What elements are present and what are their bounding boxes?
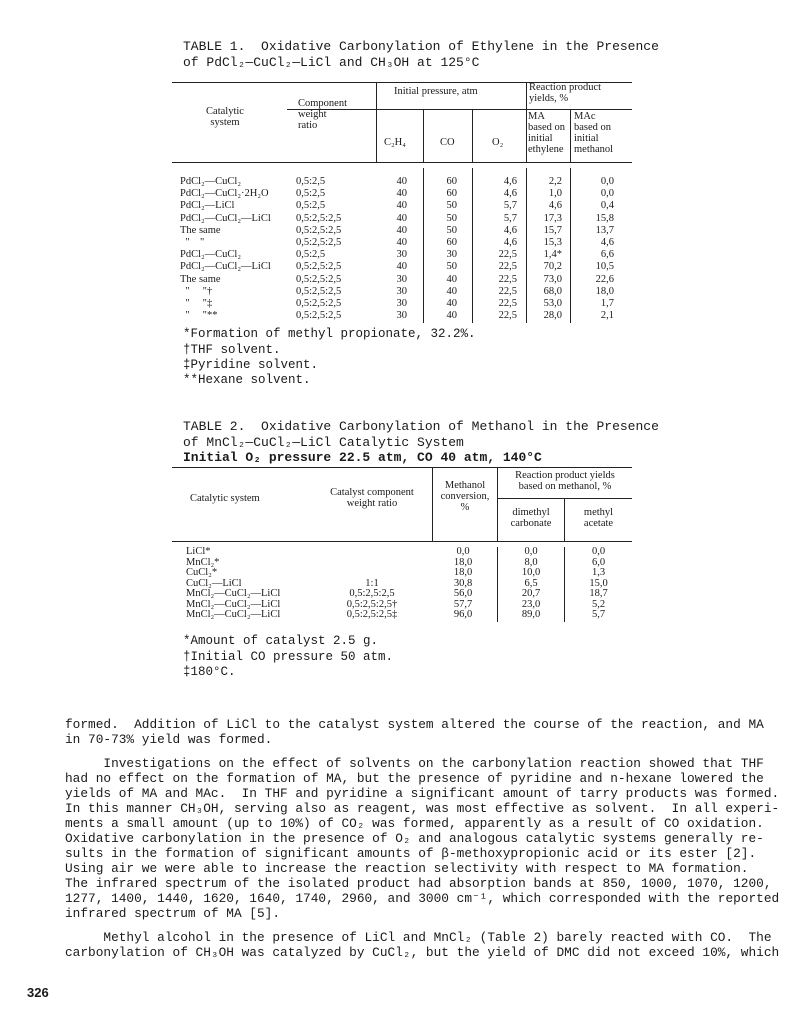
- t1-header-ma: MA based on initial ethylene: [528, 111, 566, 155]
- t1-cell-c2h4: 40: [396, 176, 407, 187]
- t1-cell-co: 40: [446, 310, 457, 322]
- t1-cell-system: " "**: [180, 310, 218, 322]
- t2-column-ratio: [317, 547, 427, 621]
- t1-cell-o2: 22,5: [498, 249, 517, 261]
- t1-cell-ratio: 0,5:2,5: [296, 200, 326, 212]
- t1-header-component-ratio: Component weight ratio: [298, 98, 347, 131]
- t1-cell-co: 40: [446, 297, 457, 309]
- t1-cell-ma: 70,2: [543, 261, 562, 273]
- t1-cell-mac: 0,0: [600, 176, 614, 187]
- t2-column-dmc: [498, 547, 564, 621]
- t2-cell-conversion: 30,8: [453, 577, 473, 589]
- body-paragraph-2: [65, 756, 779, 921]
- t2-cell-methyl-acetate: 5,2: [591, 598, 606, 610]
- t2-note-0: *Amount of catalyst 2.5 g.: [183, 634, 379, 648]
- t1-cell-ratio: 0,5:2,5:2,5: [296, 310, 342, 322]
- t1-cell-mac: 2,1: [600, 310, 614, 322]
- table2: [172, 467, 632, 622]
- t2-cell-methyl-acetate: 0,0: [591, 546, 606, 557]
- table2-caption-line1: TABLE 2. Oxidative Carbonylation of Methanol in the Presence: [183, 419, 659, 434]
- t2-note-2: ‡180°C.: [183, 665, 236, 679]
- t2-cell-dmc: 8,0: [524, 556, 538, 568]
- t1-cell-c2h4: 30: [396, 273, 407, 285]
- t1-cell-co: 50: [446, 212, 457, 224]
- t1-cell-mac: 0,4: [600, 200, 614, 212]
- body-paragraph-1: [65, 717, 764, 747]
- t1-cell-system: PdCl₂—LiCl: [180, 200, 235, 212]
- page-number: 326: [27, 985, 49, 1000]
- table1-caption-line1: TABLE 1. Oxidative Carbonylation of Ethylene in the Presence: [183, 39, 659, 54]
- table2-caption-line3: Initial O₂ pressure 22.5 atm, CO 40 atm, 140°C: [183, 450, 542, 465]
- t2-cell-conversion: 96,0: [453, 609, 473, 620]
- t1-header-product-yields: Reaction product yields, %: [529, 82, 602, 104]
- t1-cell-system: The same: [180, 224, 221, 236]
- t1-column-system: [180, 176, 271, 322]
- t1-cell-o2: 22,5: [498, 273, 517, 285]
- t2-cell-methyl-acetate: 18,7: [589, 588, 608, 599]
- t1-column-c2h4: [377, 176, 407, 322]
- t1-cell-ma: 53,0: [543, 297, 562, 309]
- text-line: carbonylation of CH₃OH was catalyzed by CuCl₂, but the yield of DMC did not exceed 10%, which: [65, 945, 780, 960]
- t1-cell-mac: 0,0: [600, 188, 614, 200]
- t2-note-1: †Initial CO pressure 50 atm.: [183, 650, 394, 664]
- t2-cell-methyl-acetate: 6,0: [591, 556, 606, 568]
- t1-cell-ma: 73,0: [543, 273, 562, 285]
- t2-header-catalyst-component: Catalyst component weight ratio: [330, 487, 414, 509]
- t2-cell-system: CuCl₂—LiCl: [186, 577, 242, 589]
- t1-cell-ratio: 0,5:2,5:2,5: [296, 261, 342, 273]
- t1-cell-mac: 1,7: [600, 297, 614, 309]
- t2-cell-conversion: 56,0: [453, 588, 473, 599]
- t2-header-catalytic-system: Catalytic system: [190, 493, 260, 504]
- text-line: In this manner CH₃OH, serving also as reagent, was most effective as solvent. In all experi-: [65, 801, 780, 816]
- text-line: sults in the formation of significant amounts of β-methoxypropionic acid or its ester [2].: [65, 846, 757, 861]
- t1-cell-ratio: 0,5:2,5: [296, 176, 326, 187]
- t2-column-system: [186, 547, 280, 621]
- t2-header-methanol-conversion: Methanol conversion, %: [440, 480, 490, 513]
- t2-column-methyl-acetate: [565, 547, 632, 621]
- t1-header-initial-pressure: Initial pressure, atm: [394, 86, 478, 97]
- t1-cell-ma: 4,6: [548, 200, 562, 212]
- t1-cell-o2: 22,5: [498, 297, 517, 309]
- text-line: Investigations on the effect of solvents on the carbonylation reaction showed that THF: [65, 756, 764, 771]
- t1-cell-co: 60: [446, 176, 457, 187]
- text-line: had no effect on the formation of MA, but the presence of pyridine and n-hexane lowered the: [65, 771, 764, 786]
- t1-cell-ratio: 0,5:2,5:2,5: [296, 297, 342, 309]
- t1-cell-co: 50: [446, 200, 457, 212]
- t2-header-product-yields: Reaction product yields based on methanol, %: [515, 470, 615, 492]
- t2-cell-dmc: 89,0: [521, 609, 541, 620]
- t2-cell-dmc: 23,0: [521, 598, 541, 610]
- t1-cell-o2: 22,5: [498, 261, 517, 273]
- t1-cell-o2: 5,7: [503, 200, 517, 212]
- t2-column-conversion: [434, 547, 492, 621]
- t1-note-3: **Hexane solvent.: [183, 373, 311, 387]
- t1-column-ratio: [296, 176, 341, 322]
- t1-header-mac: MAc based on initial methanol: [574, 111, 614, 155]
- t1-cell-system: PdCl₂—CuCl₂—LiCl: [180, 212, 271, 224]
- t1-cell-ma: 15,7: [543, 224, 562, 236]
- t1-cell-c2h4: 40: [396, 224, 407, 236]
- text-line: 1277, 1400, 1440, 1620, 1640, 1740, 2960, and 3000 cm⁻¹, which corresponded with the reported: [65, 891, 780, 906]
- t1-cell-o2: 4,6: [503, 236, 517, 248]
- t2-cell-methyl-acetate: 5,7: [591, 609, 606, 620]
- t1-cell-system: PdCl₂—CuCl₂·2H₂O: [180, 188, 269, 200]
- t2-cell-ratio: 0,5:2,5:2,5‡: [346, 609, 398, 620]
- t1-header-o2: O₂: [492, 137, 504, 148]
- table1-caption-line2: of PdCl₂—CuCl₂—LiCl and CH₃OH at 125°C: [183, 55, 480, 70]
- t1-cell-mac: 15,8: [595, 212, 614, 224]
- t2-cell-system: MnCl₂—CuCl₂—LiCl: [186, 609, 281, 620]
- t1-cell-co: 60: [446, 236, 457, 248]
- t1-cell-ma: 17,3: [543, 212, 562, 224]
- body-paragraph-3: [65, 930, 779, 960]
- t1-cell-co: 30: [446, 249, 457, 261]
- text-line: The infrared spectrum of the isolated product had absorption bands at 850, 1000, 1070, 1200,: [65, 876, 772, 891]
- t1-cell-c2h4: 30: [396, 310, 407, 322]
- text-line: Using air we were able to increase the reaction selectivity with respect to MA formation.: [65, 861, 749, 876]
- t1-cell-mac: 18,0: [595, 285, 614, 297]
- t1-cell-o2: 4,6: [503, 188, 517, 200]
- t1-cell-mac: 10,5: [595, 261, 614, 273]
- t2-header-methyl-acetate: methyl acetate: [583, 507, 614, 529]
- t1-column-mac: [572, 176, 614, 322]
- t2-cell-dmc: 0,0: [524, 546, 538, 557]
- t1-cell-c2h4: 40: [396, 212, 407, 224]
- t2-cell-ratio: [317, 568, 427, 579]
- text-line: Oxidative carbonylation in the presence of O₂ and analogous catalytic systems generally re-: [65, 831, 764, 846]
- t1-cell-ratio: 0,5:2,5:2,5: [296, 236, 342, 248]
- t1-cell-ma: 1,0: [548, 188, 562, 200]
- t1-cell-ma: 28,0: [543, 310, 562, 322]
- t1-cell-system: PdCl₂—CuCl₂—LiCl: [180, 261, 271, 273]
- t2-cell-dmc: 20,7: [521, 588, 541, 599]
- t1-cell-co: 40: [446, 285, 457, 297]
- t1-cell-system: " ": [180, 236, 205, 248]
- t1-cell-mac: 6,6: [600, 249, 614, 261]
- t2-cell-methyl-acetate: 15,0: [589, 577, 608, 589]
- t1-column-co: [427, 176, 457, 322]
- t1-cell-c2h4: 40: [396, 200, 407, 212]
- t1-note-1: †THF solvent.: [183, 343, 281, 357]
- t1-cell-ratio: 0,5:2,5:2,5: [296, 212, 342, 224]
- t1-cell-c2h4: 40: [396, 261, 407, 273]
- t2-cell-dmc: 6,5: [524, 577, 538, 589]
- t1-cell-mac: 13,7: [595, 224, 614, 236]
- t2-cell-ratio: 0,5:2,5:2,5†: [346, 598, 398, 610]
- text-line: ments a small amount (up to 10%) of CO₂ was formed, apparently as a result of CO oxidation.: [65, 816, 764, 831]
- t2-cell-system: MnCl₂*: [186, 556, 220, 568]
- text-line: infrared spectrum of MA [5].: [65, 906, 281, 921]
- t2-cell-ratio: 1:1: [365, 577, 379, 589]
- t1-note-0: *Formation of methyl propionate, 32.2%.: [183, 327, 476, 341]
- t2-cell-conversion: 0,0: [456, 546, 470, 557]
- t1-header-catalytic-system: Catalytic system: [206, 106, 244, 128]
- t2-cell-system: LiCl*: [186, 546, 211, 557]
- t1-cell-ratio: 0,5:2,5:2,5: [296, 285, 342, 297]
- t2-header-dmc: dimethyl carbonate: [510, 507, 552, 529]
- t1-cell-c2h4: 30: [396, 285, 407, 297]
- t1-cell-ma: 2,2: [548, 176, 562, 187]
- t1-cell-system: The same: [180, 273, 221, 285]
- t1-column-o2: [477, 176, 517, 322]
- t1-cell-c2h4: 40: [396, 236, 407, 248]
- table1: [172, 82, 632, 337]
- text-line: in 70-73% yield was formed.: [65, 732, 273, 747]
- t1-cell-ratio: 0,5:2,5: [296, 249, 326, 261]
- t1-cell-ma: 15,3: [543, 236, 562, 248]
- t2-cell-system: CuCl₂*: [186, 567, 218, 578]
- t1-cell-o2: 22,5: [498, 310, 517, 322]
- t1-header-co: CO: [440, 137, 455, 148]
- t2-cell-conversion: 18,0: [453, 556, 473, 568]
- text-line: yields of MA and MAc. In THF and pyridine a significant amount of tarry products was formed.: [65, 786, 780, 801]
- t1-cell-ma: 1,4*: [543, 249, 562, 261]
- t1-cell-mac: 4,6: [600, 236, 614, 248]
- t2-cell-conversion: 57,7: [453, 598, 473, 610]
- t1-note-2: ‡Pyridine solvent.: [183, 358, 319, 372]
- t1-cell-o2: 4,6: [503, 224, 517, 236]
- t2-cell-system: MnCl₂—CuCl₂—LiCl: [186, 598, 281, 610]
- t1-cell-o2: 22,5: [498, 285, 517, 297]
- t1-cell-co: 50: [446, 224, 457, 236]
- t1-cell-o2: 5,7: [503, 212, 517, 224]
- t2-cell-methyl-acetate: 1,3: [591, 567, 606, 578]
- t1-cell-mac: 22,6: [595, 273, 614, 285]
- t2-cell-ratio: [317, 547, 427, 558]
- t2-cell-system: MnCl₂—CuCl₂—LiCl: [186, 588, 281, 599]
- t1-cell-system: " "†: [180, 285, 213, 297]
- t1-cell-ratio: 0,5:2,5:2,5: [296, 273, 342, 285]
- text-line: Methyl alcohol in the presence of LiCl and MnCl₂ (Table 2) barely reacted with CO. The: [65, 930, 772, 945]
- t1-cell-ratio: 0,5:2,5: [296, 188, 326, 200]
- text-line: formed. Addition of LiCl to the catalyst system altered the course of the reaction, and MA: [65, 717, 764, 732]
- t2-cell-dmc: 10,0: [521, 567, 541, 578]
- t1-cell-c2h4: 30: [396, 249, 407, 261]
- t1-cell-co: 50: [446, 261, 457, 273]
- table2-caption-line2: of MnCl₂—CuCl₂—LiCl Catalytic System: [183, 435, 464, 450]
- t1-cell-c2h4: 30: [396, 297, 407, 309]
- t1-cell-co: 60: [446, 188, 457, 200]
- t1-cell-ma: 68,0: [543, 285, 562, 297]
- t1-header-c2h4: C₂H₄: [384, 137, 406, 148]
- t1-cell-system: PdCl₂—CuCl₂: [180, 249, 242, 261]
- t2-cell-ratio: [317, 558, 427, 569]
- t2-cell-conversion: 18,0: [453, 567, 473, 578]
- t1-cell-system: PdCl₂—CuCl₂: [180, 176, 242, 187]
- t1-cell-ratio: 0,5:2,5:2,5: [296, 224, 342, 236]
- t2-cell-ratio: 0,5:2,5:2,5: [349, 588, 395, 599]
- t1-cell-o2: 4,6: [503, 176, 517, 187]
- t1-column-ma: [527, 176, 562, 322]
- t1-cell-system: " "‡: [180, 297, 213, 309]
- t1-cell-c2h4: 40: [396, 188, 407, 200]
- t1-cell-co: 40: [446, 273, 457, 285]
